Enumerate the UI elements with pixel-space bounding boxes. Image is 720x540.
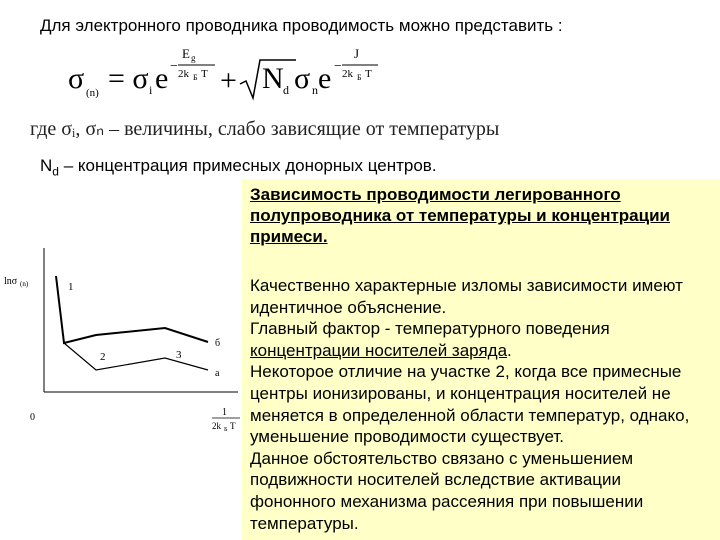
formula-exp2-num: J [354,46,360,61]
formula-exp1-num-sub: g [191,53,196,63]
graph-x-den: 2k [212,421,221,431]
graph-label-b: б [215,338,221,349]
graph-x-den-sub: Б [224,427,228,433]
graph-label-a: а [215,368,220,379]
formula-exp1-den: 2k [178,68,189,80]
where-text: где σᵢ, σₙ – величины, слабо зависящие от температуры [30,118,500,140]
formula-sigma-lhs: σ [68,62,85,95]
formula-sigma-n: σ [294,62,311,95]
graph-y-label-sub: (n) [20,280,29,288]
panel-paragraph-4: Данное обстоятельство связано с уменьшением подвижности носителей вследствие активации фононного механизма рассеяния при повышении температуры. [250,448,644,533]
graph-origin: 0 [30,412,35,423]
graph-y-label: lnσ [4,276,18,287]
nd-rest: – концентрация примесных донорных центров. [58,156,437,175]
formula-e2: e [318,62,332,95]
formula-lhs-sub: (n) [86,87,99,99]
panel-paragraph-3: Некоторое отличие на участке 2, когда все примесные центры ионизированы, и концентрация носителей не меняется в определенной области температур, однако, уменьшение проводимости существует. [250,362,690,447]
formula-sigma-n-sub: n [312,83,318,97]
panel-paragraph-2 [250,318,710,361]
formula-eq-sigma: = σ [108,62,149,95]
nd-symbol-sub: d [52,164,59,179]
formula-minus-2: − [334,59,342,74]
nd-definition [40,156,437,178]
formula-e1: e [155,62,169,95]
panel-body [250,275,710,534]
panel-paragraph-2-end: . [507,340,512,360]
formula-exp1-num: E [182,46,190,61]
panel-paragraph-2-underline: концентрации носителей заряда [250,340,508,360]
graph-curve-b [56,276,208,343]
formula-exp2-den-sub: Б [357,73,362,82]
graph-curve-a [64,343,208,370]
conductivity-formula [60,46,380,116]
graph-x-num: 1 [222,407,227,418]
graph-label-1: 1 [68,281,74,293]
formula-exp2-den: 2k [342,68,353,80]
formula-exp1-den-T: T [201,68,208,80]
graph-x-den-T: T [230,421,236,431]
panel-paragraph-1: Качественно характерные изломы зависимости имеют идентичное объяснение. [250,276,683,317]
formula-plus: + [220,64,237,97]
formula-sigma-i-sub: i [149,83,153,97]
formula-sqrt-sub: d [283,83,289,97]
conductivity-graph [0,240,245,440]
formula-exp1-den-sub: Б [193,73,198,82]
graph-label-2: 2 [100,351,106,363]
formula-exp2-den-T: T [365,68,372,80]
nd-symbol: N [40,156,53,175]
graph-label-3: 3 [176,349,182,361]
panel-paragraph-2-text: Главный фактор - температурного поведения [250,319,610,339]
panel-title: Зависимость проводимости легированного полупроводника от температуры и концентрации примеси. [250,185,670,246]
formula-minus-1: − [170,59,178,74]
formula-sqrt-N: N [262,62,284,95]
intro-text: Для электронного проводника проводимость можно представить : [40,16,563,35]
